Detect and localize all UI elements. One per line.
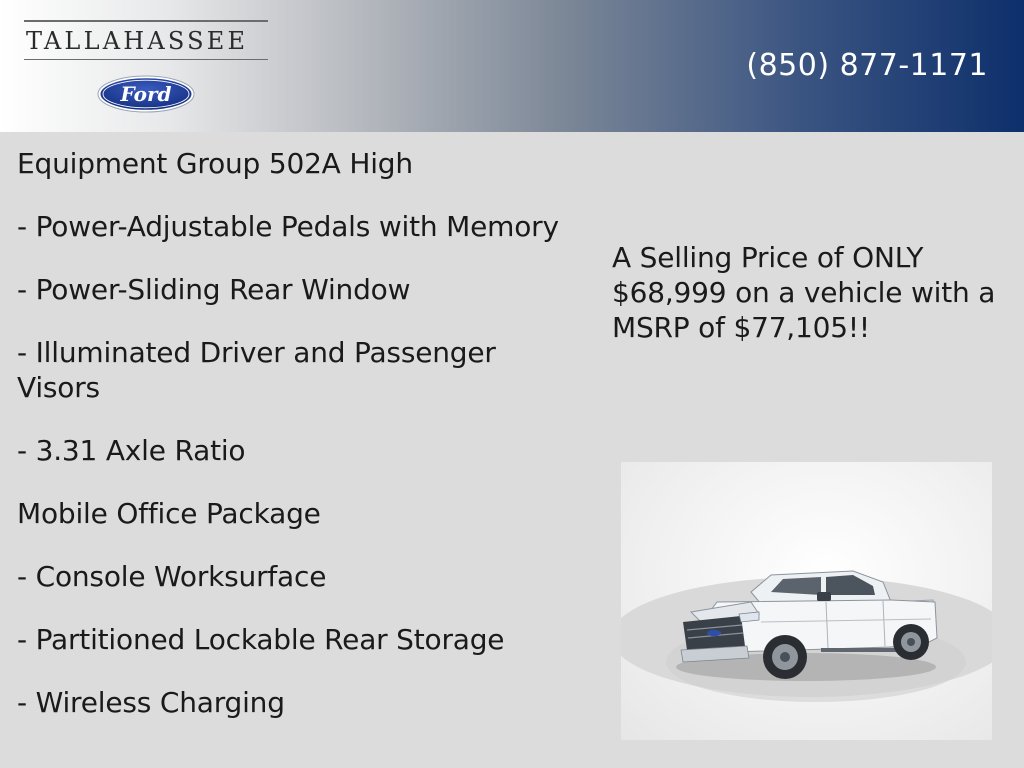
feature-list: [17, 146, 587, 748]
header-banner: [0, 0, 1024, 132]
brand-bottom-rule: [24, 59, 268, 61]
dealer-name: TALLAHASSEE: [26, 26, 249, 55]
dealer-brand: [24, 20, 268, 60]
feature-item: - 3.31 Axle Ratio: [17, 434, 246, 467]
price-offer-text: A Selling Price of ONLY $68,999 on a vehicle with a MSRP of $77,105!!: [612, 241, 996, 344]
ford-oval-logo-icon: [96, 74, 196, 114]
feature-item: Mobile Office Package: [17, 497, 321, 530]
feature-item: - Wireless Charging: [17, 686, 285, 719]
feature-item: - Partitioned Lockable Rear Storage: [17, 623, 505, 656]
feature-item: - Power-Sliding Rear Window: [17, 273, 411, 306]
feature-item: Equipment Group 502A High: [17, 147, 413, 180]
feature-item: - Console Worksurface: [17, 560, 327, 593]
svg-text:Ford: Ford: [120, 82, 172, 106]
vehicle-photo: [621, 462, 992, 740]
feature-item: - Power-Adjustable Pedals with Memory: [17, 210, 559, 243]
feature-item: - Illuminated Driver and Passenger Visors: [17, 336, 496, 404]
pickup-truck-icon: [621, 462, 992, 740]
dealer-phone[interactable]: (850) 877-1171: [746, 48, 988, 83]
